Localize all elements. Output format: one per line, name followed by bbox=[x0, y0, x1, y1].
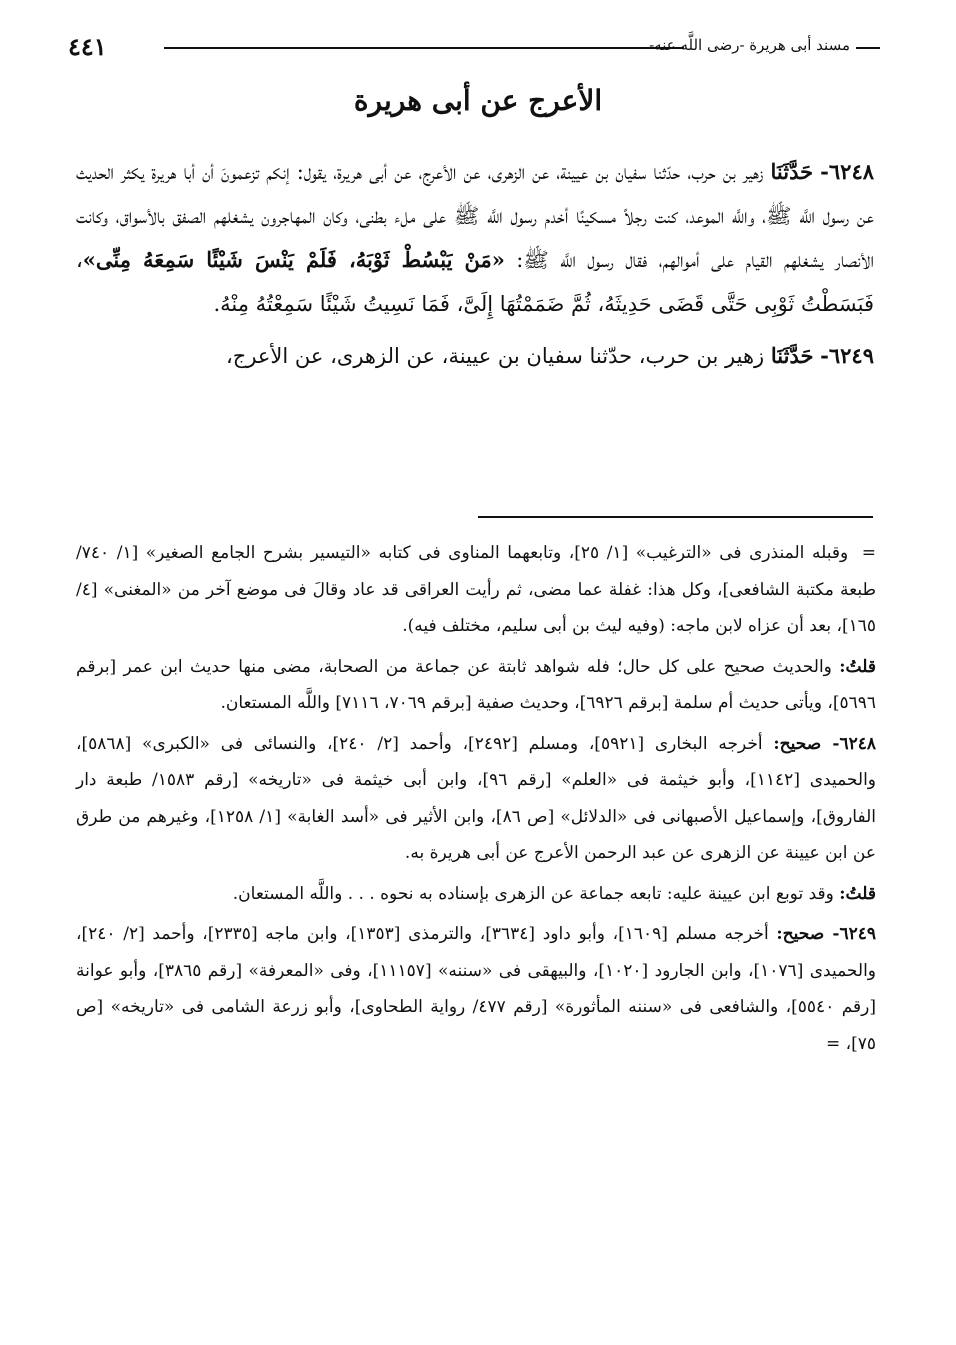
footnote-continuation bbox=[76, 535, 876, 645]
page-header bbox=[68, 30, 880, 66]
header-dash bbox=[856, 47, 880, 49]
footnote-text: أخرجه مسلم [١٦٠٩]، وأبو داود [٣٦٣٤]، والترمذى [١٣٥٣]، وابن ماجه [٢٣٣٥]، وأحمد [٢/ ٢٤٠]، والحميدى [١٠٧٦]، وابن الجارود [١٠٢٠]، والبيهقى فى «سننه» [١١١٥٧]، وفى «المعرفة» [رقم ٣٨٦٥]، وأبو عوانة [رقم ٥٥٤٠]، والشافعى فى «سننه المأثورة» [رقم ٤٧٧/ رواية الطحاوى]، وأبو زرعة الشامى فى «تاريخه» [ص ٧٥]، bbox=[76, 924, 877, 1054]
footnote-6249 bbox=[76, 916, 876, 1062]
footnote-text: وقبله المنذرى فى «الترغيب» [١/ ٢٥]، وتابعهما المناوى فى كتابه «التيسير بشرح الجامع الصغير» [١/ ٧٤٠/ طبعة مكتبة الشافعى]، وكل هذا: غفلة عما مضى، ثم رأيت العراقى قد عاد وقالَ فى موضع آخر من «المغنى» [٤/ ١٦٥]، بعد أن عزاه لابن ماجه: (وفيه ليث بن أبى سليم، مختلف فيه). bbox=[76, 543, 876, 636]
hadith-6248 bbox=[76, 150, 874, 326]
hadith-text: زهير بن حرب، حدّثنا سفيان بن عيينة، عن الزهرى، عن الأعرج، bbox=[225, 344, 765, 368]
hadith-6249 bbox=[76, 334, 874, 378]
hadith-keyword: حَدَّثَنَا bbox=[770, 343, 814, 368]
chapter-title: الأعرج عن أبى هريرة bbox=[353, 84, 603, 117]
header-rule bbox=[164, 47, 684, 49]
footnote-label: ٦٢٤٩- صحيح: bbox=[776, 924, 876, 944]
footnote-6248 bbox=[76, 726, 876, 872]
hadith-keyword: حَدَّثَنَا bbox=[770, 159, 814, 184]
footnote-divider bbox=[478, 516, 873, 518]
footnote-qult-2 bbox=[76, 876, 876, 913]
footnote-text: وقد توبع ابن عيينة عليه: تابعه جماعة عن الزهرى بإسناده به نحوه . . . واللَّه المستعان. bbox=[232, 883, 834, 904]
hadith-quote: «مَنْ يَبْسُطْ ثَوْبَهُ، فَلَمْ يَنْسَ شَيْئًا سَمِعَهُ مِنِّى» bbox=[82, 247, 505, 272]
footnote-text: والحديث صحيح على كل حال؛ فله شواهد ثابتة عن جماعة من الصحابة، مضى منها حديث ابن عمر [برقم ٥٦٩٦]، ويأتى حديث أم سلمة [برقم ٦٩٢٦]، وحديث صفية [برقم ٧٠٦٩، ٧١١٦] واللَّه المستعان. bbox=[76, 656, 876, 713]
qult-label: قلتُ: bbox=[839, 883, 876, 904]
footnote-qult-1 bbox=[76, 649, 876, 722]
footnote-text: أخرجه البخارى [٥٩٢١]، ومسلم [٢٤٩٢]، وأحمد [٢/ ٢٤٠]، والنسائى فى «الكبرى» [٥٨٦٨]، والحميدى [١١٤٢]، وأبو خيثمة فى «العلم» [رقم ٩٦]، وابن أبى خيثمة فى «تاريخه» [رقم ١٥٨٣/ طبعة دار الفاروق]، وإسماعيل الأصبهانى فى «الدلائل» [ص ٨٦]، وابن الأثير فى «أسد الغابة» [١/ ١٢٥٨]، وغيرهم من طرق عن ابن عيينة عن الزهرى عن عبد الرحمن الأعرج عن أبى هريرة به. bbox=[76, 733, 876, 863]
running-title: مسند أبى هريرة -رضى اللَّه عنه- bbox=[649, 36, 850, 54]
main-text bbox=[76, 150, 874, 378]
hadith-number: ٦٢٤٩- bbox=[820, 343, 874, 368]
hadith-number: ٦٢٤٨- bbox=[820, 159, 875, 184]
hadith-text: زهير بن حرب، حدّثنا سفيان بن عيينة، عن الزهرى، عن الأعرج، عن أبى هريرة، يقول: إنكم تزعمونَ أن أبا هريرة يكثر الحديث عن رسول اللَّه ﷺ، واللَّه الموعد، كنت رجلاً مسكينًا أخدم رسول اللَّه ﷺ على ملء بطنى، وكان المهاجرون يشغلهم الصفق بالأسواق، وكانت الأنصار يشغلهم القيام على أموالهم، فقال رسول اللَّه ﷺ: bbox=[76, 160, 874, 272]
qult-label: قلتُ: bbox=[839, 656, 877, 677]
page-number: ٤٤١ bbox=[68, 32, 107, 61]
continuation-marker: = bbox=[861, 543, 877, 563]
footnote-label: ٦٢٤٨- صحيح: bbox=[773, 733, 876, 754]
hadith-text-end: ، فَبَسَطْتُ ثَوْبِى حَتَّى قَضَى حَدِيثَهُ، ثُمَّ ضَمَمْتُهَا إِلَىَّ، فَمَا نَسِيتُ شَيْئًا سَمِعْتُهُ مِنْهُ. bbox=[76, 248, 874, 316]
continuation-end-marker: = bbox=[825, 1033, 841, 1054]
footnotes bbox=[76, 535, 876, 1062]
